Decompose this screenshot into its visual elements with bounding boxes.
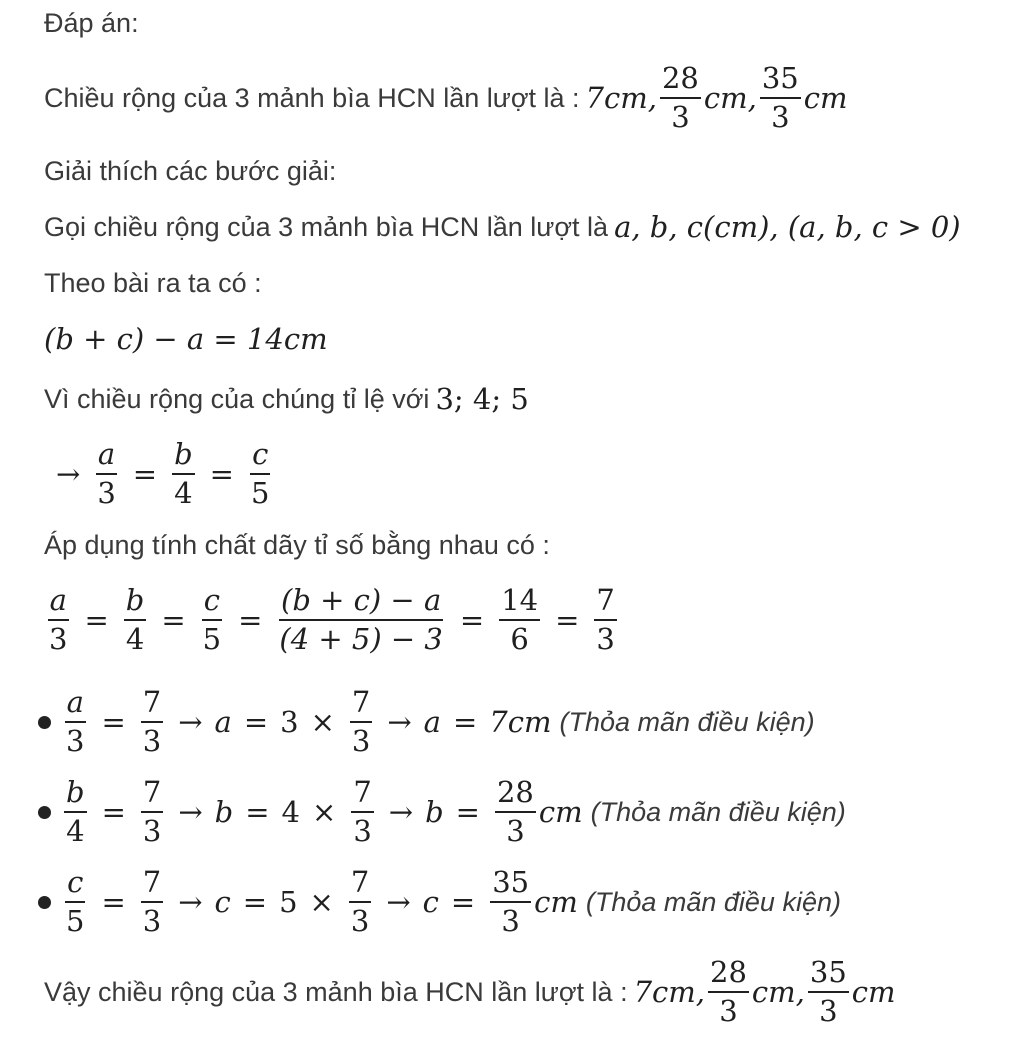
condition-note: (Thỏa mãn điều kiện) bbox=[590, 796, 846, 827]
chain-fraction-c: $\frac{c}{5}$ bbox=[202, 583, 222, 657]
ratio-chain: $\frac{a}{3}$ = $\frac{b}{4}$ = $\frac{c}{5}$ = $\frac{(b + c) - a}{(4 + 5) - 3}$ = $\frac{14}{6}$ = $\frac{7}{3}$ bbox=[49, 583, 615, 657]
chain-fraction-14-6: $\frac{14}{6}$ bbox=[501, 583, 539, 657]
result-b: $\frac{28}{3}$ bbox=[496, 775, 534, 849]
result-a: 7cm bbox=[489, 705, 552, 740]
bullet-icon bbox=[38, 806, 51, 819]
bullet-row-b: $\frac{b}{4}$ = $\frac{7}{3}$ → b = 4 × $\frac{7}{3}$ → b = $\frac{28}{3}$ cm (Thỏa mãn điều kiện) bbox=[44, 776, 846, 849]
answer-fraction-2: $\frac{35}{3}$ bbox=[761, 61, 799, 135]
conclusion-fraction-2: $\frac{35}{3}$ bbox=[809, 955, 847, 1029]
answer-value-1: 7cm, bbox=[585, 81, 657, 116]
bullet-icon bbox=[38, 896, 51, 909]
ratio-text: Vì chiều rộng của chúng tỉ lệ với bbox=[44, 383, 430, 414]
answer-unit-1: cm, bbox=[703, 81, 757, 116]
result-c: $\frac{35}{3}$ bbox=[492, 865, 530, 939]
definition-line bbox=[44, 210, 961, 244]
answer-fraction-1: $\frac{28}{3}$ bbox=[661, 61, 699, 135]
conclusion-line bbox=[44, 956, 896, 1029]
given-heading: Theo bài ra ta có : bbox=[44, 268, 262, 298]
answer-text: Chiều rộng của 3 mảnh bìa HCN lần lượt là : bbox=[44, 82, 580, 113]
conclusion-unit-2: cm bbox=[851, 975, 896, 1010]
chain-fraction-combined: $\frac{(b + c) - a}{(4 + 5) - 3}$ bbox=[279, 583, 443, 657]
bullet-icon bbox=[38, 716, 51, 729]
proportion-line: → $\frac{a}{3}$ = $\frac{b}{4}$ = $\frac{c}{5}$ bbox=[56, 437, 270, 511]
explanation-heading: Giải thích các bước giải: bbox=[44, 156, 337, 186]
chain-fraction-a: $\frac{a}{3}$ bbox=[49, 583, 68, 657]
answer-heading: Đáp án: bbox=[44, 8, 139, 38]
fraction-a-3: $\frac{a}{3}$ bbox=[97, 437, 116, 511]
chain-fraction-b: $\frac{b}{4}$ bbox=[125, 583, 145, 657]
conclusion-value-1: 7cm, bbox=[633, 975, 705, 1010]
chain-fraction-7-3: $\frac{7}{3}$ bbox=[596, 583, 615, 657]
answer-line bbox=[44, 62, 848, 135]
bullet-row-c: $\frac{c}{5}$ = $\frac{7}{3}$ → c = 5 × $\frac{7}{3}$ → c = $\frac{35}{3}$ cm (Thỏa mãn điều kiện) bbox=[44, 866, 841, 939]
fraction-c-5: $\frac{c}{5}$ bbox=[250, 437, 270, 511]
given-equation: (b + c) − a = 14cm bbox=[44, 322, 328, 356]
arrow-icon: → bbox=[56, 457, 81, 492]
conclusion-fraction-1: $\frac{28}{3}$ bbox=[710, 955, 747, 1029]
condition-note: (Thỏa mãn điều kiện) bbox=[559, 706, 815, 737]
conclusion-text: Vậy chiều rộng của 3 mảnh bìa HCN lần lượt là : bbox=[44, 976, 628, 1007]
answer-unit-2: cm bbox=[803, 81, 848, 116]
ratio-line bbox=[44, 382, 529, 416]
definition-math: a, b, c(cm), (a, b, c > 0) bbox=[614, 210, 961, 244]
ratio-values: 3; 4; 5 bbox=[435, 382, 529, 416]
conclusion-unit-1: cm, bbox=[751, 975, 805, 1010]
fraction-b-4: $\frac{b}{4}$ bbox=[174, 437, 193, 511]
condition-note: (Thỏa mãn điều kiện) bbox=[585, 886, 841, 917]
definition-text: Gọi chiều rộng của 3 mảnh bìa HCN lần lượt là bbox=[44, 211, 609, 242]
bullet-row-a: $\frac{a}{3}$ = $\frac{7}{3}$ → a = 3 × $\frac{7}{3}$ → a = 7cm (Thỏa mãn điều kiện) bbox=[44, 686, 815, 759]
apply-heading: Áp dụng tính chất dãy tỉ số bằng nhau có : bbox=[44, 530, 550, 560]
